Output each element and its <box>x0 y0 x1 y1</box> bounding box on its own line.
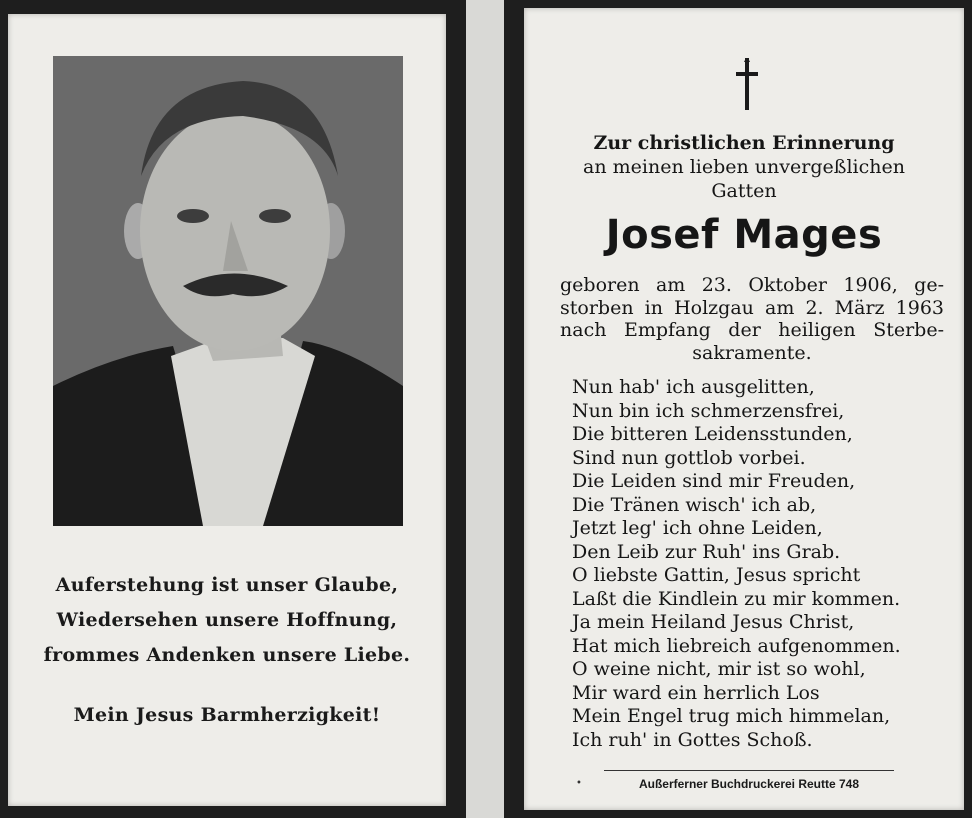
cross-icon <box>736 58 758 110</box>
printer-imprint: Außerferner Buchdruckerei Reutte 748 <box>604 770 894 791</box>
intro-line-2: an meinen lieben unvergeßlichen <box>583 156 905 178</box>
poem-line: Nun bin ich schmerzensfrei, <box>572 399 845 422</box>
left-card <box>8 14 446 806</box>
motto-line-1: Auferstehung ist unser Glaube, <box>55 574 399 596</box>
motto-line-2: Wiedersehen unsere Hoffnung, <box>56 609 398 631</box>
biography <box>560 274 944 364</box>
poem-line: Mein Engel trug mich himmelan, <box>572 705 891 727</box>
poem-line: Ich ruh' in Gottes Schoß. <box>572 728 813 751</box>
poem-line: Jetzt leg' ich ohne Leiden, <box>572 517 823 539</box>
poem-line: Nun hab' ich ausgelitten, <box>572 376 815 398</box>
bio-line: sakramente. <box>692 341 812 364</box>
bio-line: geboren am 23. Oktober 1906, ge- <box>560 274 944 296</box>
poem-line: Die bitteren Leidensstunden, <box>572 423 853 445</box>
poem-line: O weine nicht, mir ist so wohl, <box>572 658 866 680</box>
card-fold-spine <box>466 0 504 818</box>
poem-line: Sind nun gottlob vorbei. <box>572 446 806 469</box>
poem-line: Die Tränen wisch' ich ab, <box>572 493 817 516</box>
poem-line: Mir ward ein herrlich Los <box>572 681 820 704</box>
motto-line-3: frommes Andenken unsere Liebe. <box>43 644 411 666</box>
poem <box>572 376 952 752</box>
decorative-dot: • <box>576 778 582 789</box>
intro-line-1: Zur christlichen Erinnerung <box>593 132 895 154</box>
poem-line: Laßt die Kindlein zu mir kommen. <box>572 587 901 610</box>
portrait-illustration <box>53 56 403 526</box>
prayer-line: Mein Jesus Barmherzigkeit! <box>73 704 381 726</box>
intro-line-3: Gatten <box>711 180 777 202</box>
poem-line: Hat mich liebreich aufgenommen. <box>572 634 901 657</box>
deceased-name: Josef Mages <box>605 212 883 258</box>
portrait-photo <box>53 56 403 526</box>
poem-line: Den Leib zur Ruh' ins Grab. <box>572 540 841 563</box>
poem-line: Die Leiden sind mir Freuden, <box>572 470 856 492</box>
poem-line: Ja mein Heiland Jesus Christ, <box>572 611 855 633</box>
bio-line: nach Empfang der heiligen Sterbe- <box>560 319 944 341</box>
poem-line: O liebste Gattin, Jesus spricht <box>572 564 861 586</box>
bio-line: storben in Holzgau am 2. März 1963 <box>560 296 944 319</box>
right-card <box>524 8 964 810</box>
